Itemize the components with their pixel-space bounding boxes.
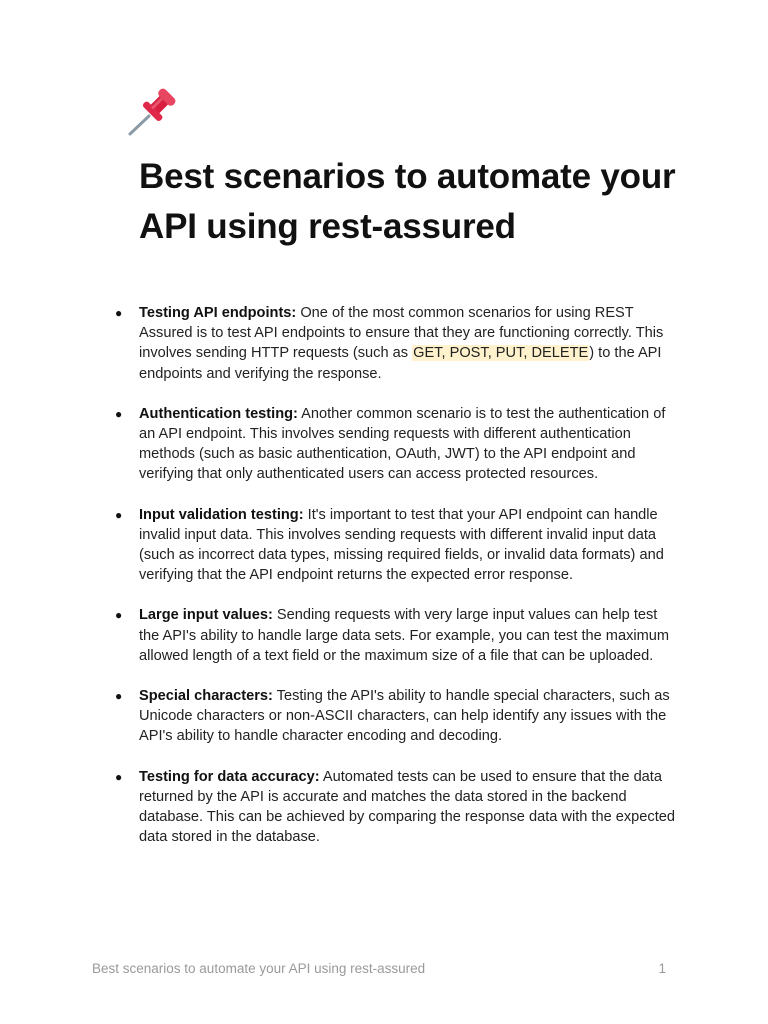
list-item	[115, 605, 679, 666]
bullet: ●	[115, 507, 123, 522]
list-item	[115, 686, 679, 747]
bullet: ●	[115, 306, 123, 320]
bullet: ●	[115, 769, 123, 784]
page-number: 1	[658, 961, 666, 976]
pushpin-icon	[122, 86, 182, 140]
item-term: Testing API endpoints:	[139, 305, 297, 321]
item-term: Testing for data accuracy:	[139, 768, 320, 785]
item-text: Sending requests with very large input values can help test the API's ability to handle large data sets. For example, you can test the maximum allowed length of a text field or the maximum size of a file that can be uploaded.	[139, 607, 670, 664]
item-text: One of the most common scenarios for using REST Assured is to test API endpoints to ensure that they are functioning correctly. This involves sending HTTP requests (such as	[139, 305, 664, 362]
scenario-list	[115, 303, 679, 867]
bullet: ●	[115, 689, 123, 704]
item-term: Input validation testing:	[139, 506, 304, 523]
footer-title: Best scenarios to automate your API using rest-assured	[92, 961, 426, 976]
page-title: Best scenarios to automate your API using rest-assured	[139, 157, 676, 246]
item-text: Testing the API's ability to handle special characters, such as Unicode characters or non-ASCII characters, can help identify any issues with the API's ability to handle character encoding and decoding.	[139, 688, 670, 745]
item-text: Automated tests can be used to ensure that the data returned by the API is accurate and matches the data stored in the backend database. This can be achieved by comparing the response data with the expected data stored in the database.	[139, 768, 675, 846]
item-term: Large input values:	[139, 607, 273, 624]
bullet: ●	[115, 406, 123, 421]
item-text: It's important to test that your API endpoint can handle invalid input data. This involves sending requests with different invalid input data (such as incorrect data types, missing required fields, or invalid data formats) and verifying that the API endpoint returns the expected error response.	[139, 506, 664, 584]
item-text: Another common scenario is to test the authentication of an API endpoint. This involves sending requests with different authentication methods (such as basic authentication, OAuth, JWT) to the API endpoint and verifying that only authenticated users can access protected resources.	[139, 405, 666, 483]
list-item	[115, 505, 679, 586]
bullet: ●	[115, 608, 123, 623]
item-text: ) to the API endpoints and verifying the response.	[139, 345, 662, 382]
highlighted-methods: GET, POST, PUT, DELETE	[413, 345, 589, 362]
list-item	[115, 303, 679, 384]
list-item	[115, 404, 679, 485]
item-term: Authentication testing:	[139, 405, 298, 422]
list-item	[115, 767, 679, 848]
item-term: Special characters:	[139, 688, 273, 705]
